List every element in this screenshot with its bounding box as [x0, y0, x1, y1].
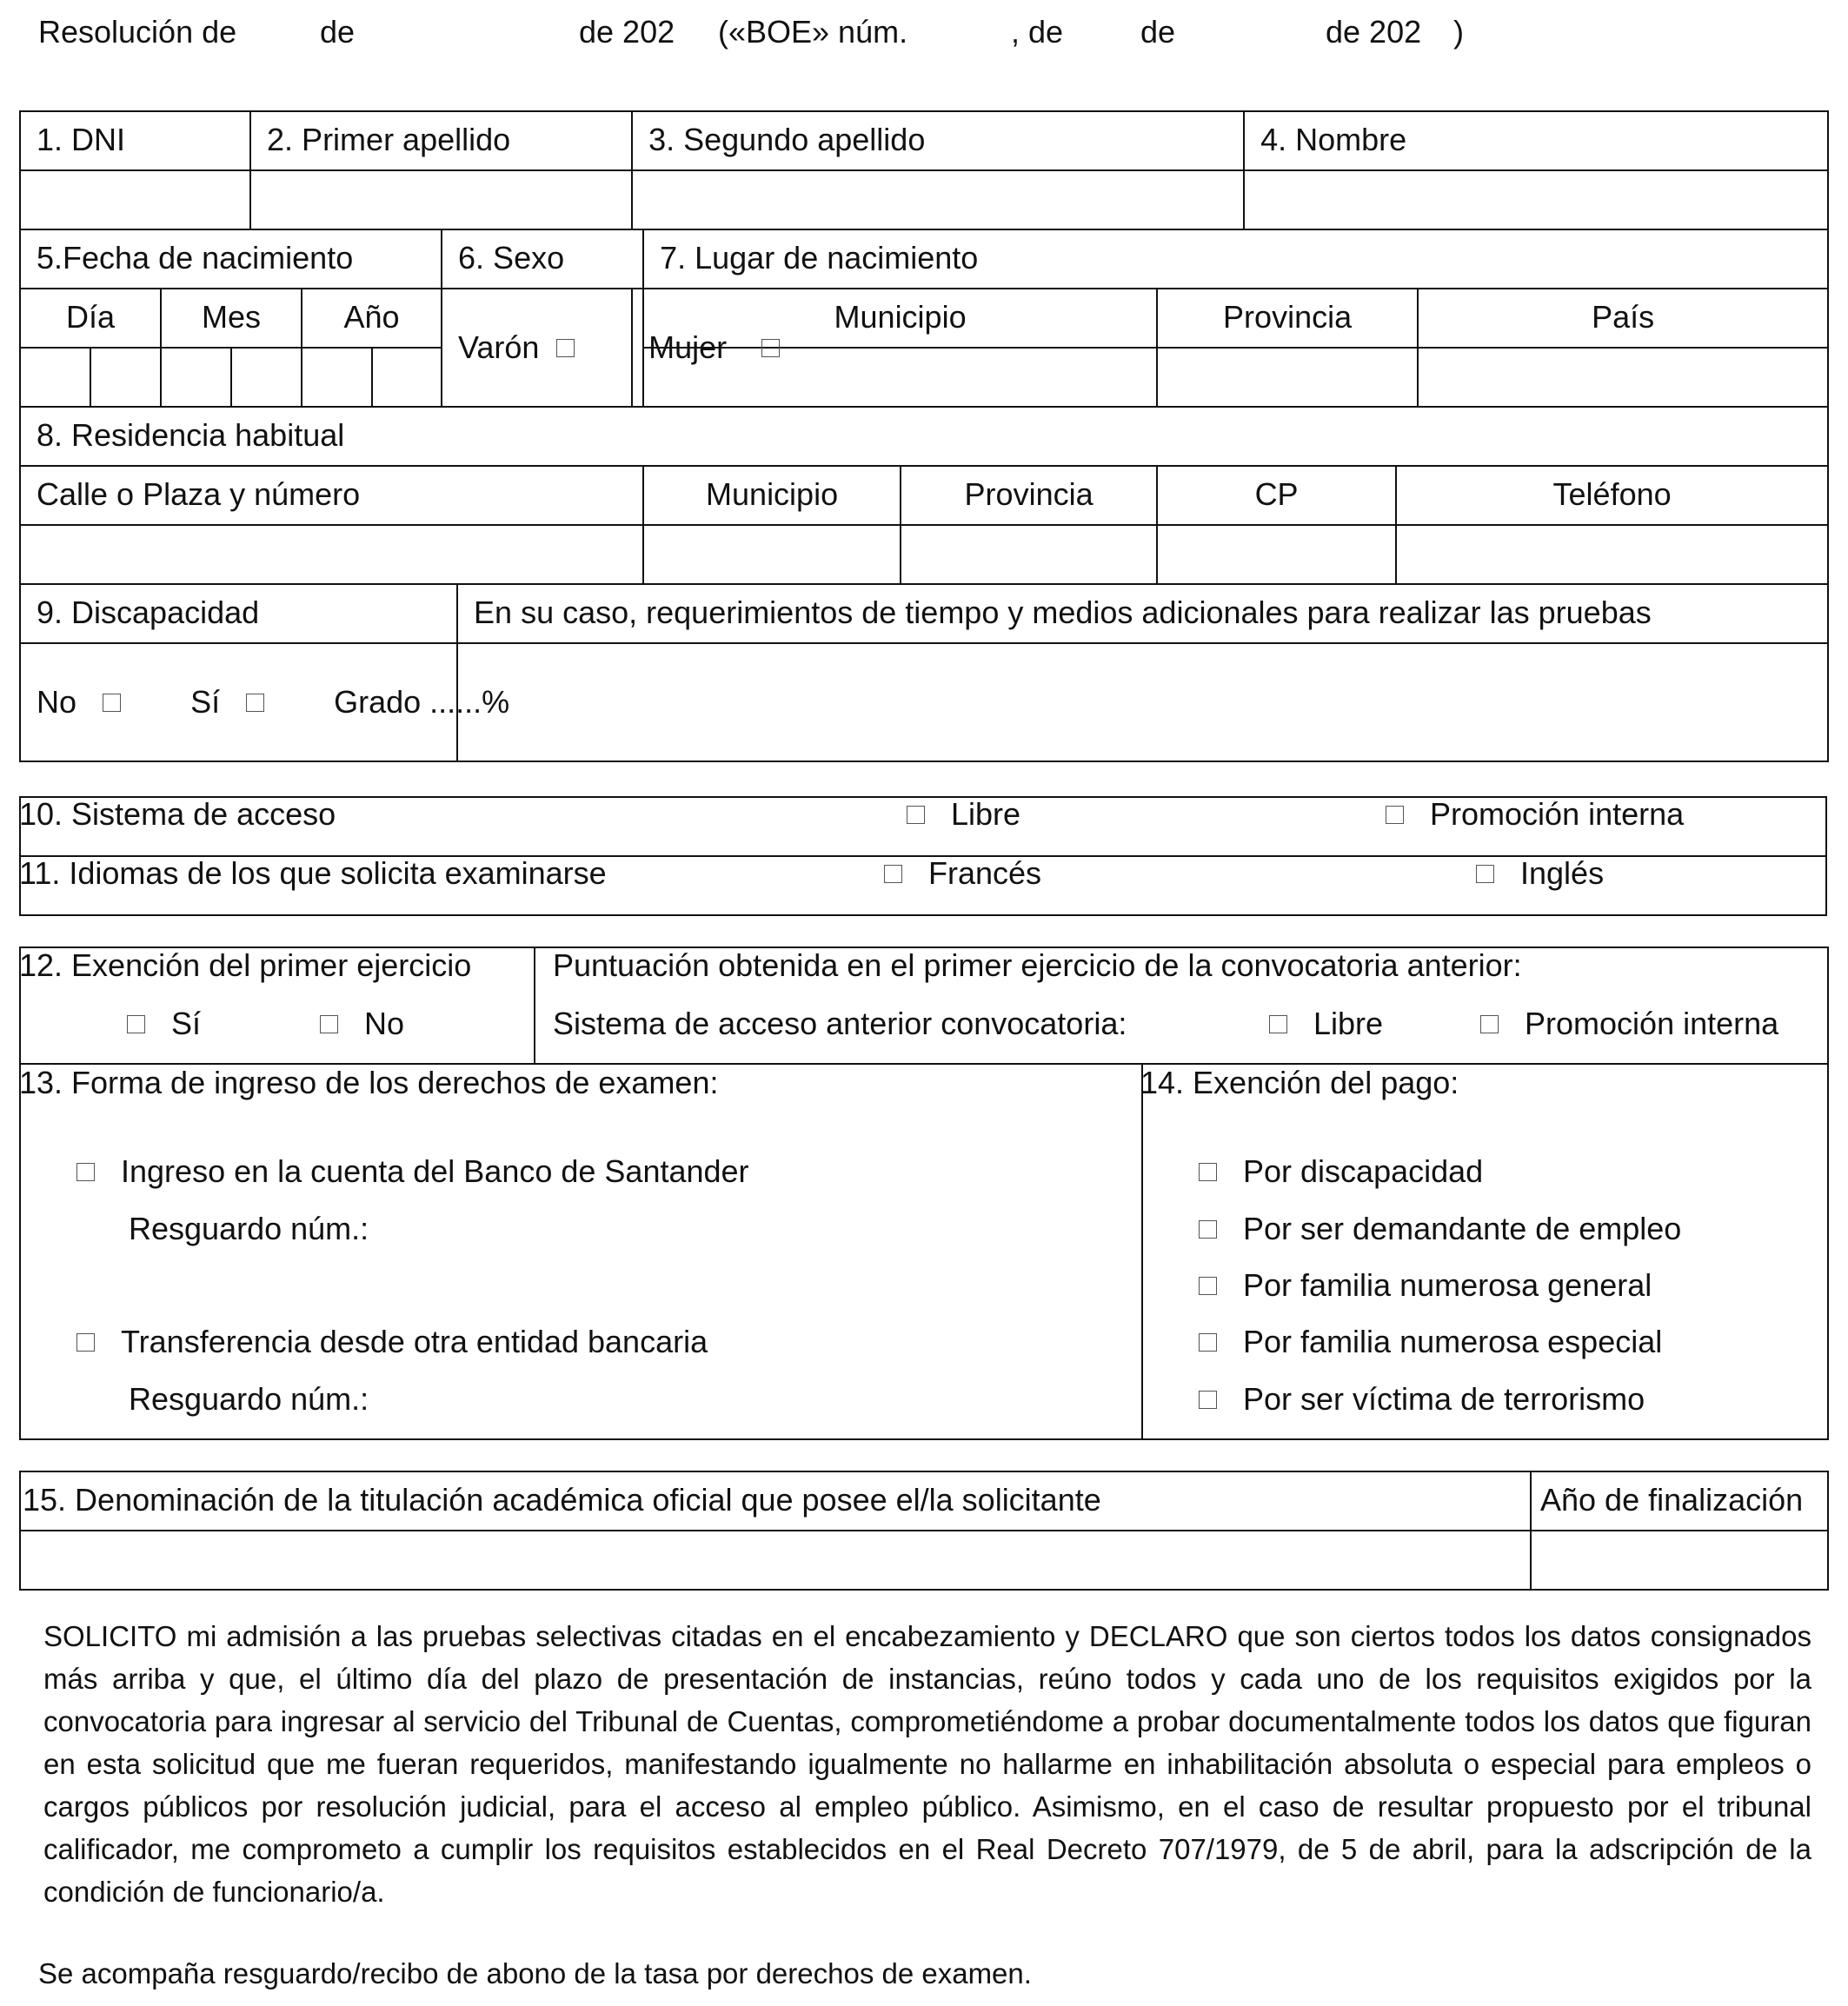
field-titulacion[interactable] [20, 1531, 1531, 1590]
label-nombre: 4. Nombre [1244, 111, 1828, 170]
header-de-202: de 202 [579, 14, 675, 50]
label-sistema-anterior: Sistema de acceso anterior convocatoria: [553, 1006, 1127, 1041]
label-telefono: Teléfono [1396, 466, 1828, 525]
header-resolucion: Resolución de [38, 14, 237, 50]
exencion-no-checkbox[interactable] [320, 1015, 338, 1033]
option-ingreso-banco[interactable] [76, 1153, 749, 1190]
titulacion-table [19, 1471, 1829, 1591]
libre-label: Libre [951, 796, 1021, 832]
field-primer-apellido[interactable] [250, 170, 632, 229]
field-mes-2[interactable] [231, 348, 302, 407]
checkbox-icon[interactable] [1199, 1333, 1217, 1352]
declaracion-text: SOLICITO mi admisión a las pruebas selectivas citadas en el encabezamiento y DECLARO que son ciertos todos los datos consignados más arriba y que, el último día del plazo de presentación de instancias, reúno todos y cada uno de los requisitos exigidos por la convocatoria para ingresar al servicio del Tribunal de Cuentas, comprometiéndome a probar documentalmente todos los datos que figuran en esta solicitud que me fueran requeridos, manifestando igualmente no hallarme en inhabilitación absoluta o especial para empleos o cargos públicos por resolución judicial, para el acceso al empleo público. Asimismo, en el caso de resultar propuesto por el tribunal calificador, me comprometo a cumplir los requisitos establecidos en el Real Decreto 707/1979, de 5 de abril, para la adscripción de la condición de funcionario/a. [43, 1620, 1811, 1908]
label-residencia: 8. Residencia habitual [20, 407, 1828, 466]
label-municipio-nac: Municipio [643, 289, 1157, 348]
frances-checkbox[interactable] [884, 865, 902, 883]
field-dni[interactable] [20, 170, 250, 229]
varon-checkbox[interactable] [556, 339, 575, 357]
label-mes: Mes [161, 289, 302, 348]
header-de-202-2: de 202 [1326, 14, 1422, 50]
exencion-label: Por familia numerosa especial [1243, 1324, 1663, 1359]
disc-si-label: Sí [190, 684, 221, 720]
label-forma-ingreso: 13. Forma de ingreso de los derechos de examen: [19, 1065, 719, 1100]
option-anterior-libre[interactable] [1269, 1006, 1383, 1042]
option-exencion-discapacidad[interactable] [1199, 1153, 1483, 1190]
label-cp: CP [1157, 466, 1396, 525]
label-puntuacion: Puntuación obtenida en el primer ejercicio de la convocatoria anterior: [553, 947, 1522, 983]
option-varon[interactable] [442, 289, 632, 407]
ingles-checkbox[interactable] [1476, 865, 1494, 883]
label-segundo-apellido: 3. Segundo apellido [632, 111, 1244, 170]
field-cp[interactable] [1157, 525, 1396, 584]
field-anio-2[interactable] [372, 348, 442, 407]
checkbox-icon[interactable] [1199, 1277, 1217, 1295]
label-discapacidad: 9. Discapacidad [20, 584, 457, 643]
field-provincia-res[interactable] [901, 525, 1157, 584]
anterior-promocion-checkbox[interactable] [1480, 1015, 1499, 1033]
header-de-2: de [1140, 14, 1176, 50]
label-anio: Año [302, 289, 442, 348]
mujer-checkbox[interactable] [761, 339, 780, 357]
label-primer-apellido: 2. Primer apellido [250, 111, 632, 170]
field-dia-1[interactable] [20, 348, 90, 407]
checkbox-icon[interactable] [1199, 1163, 1217, 1181]
exencion-label: Por ser víctima de terrorismo [1243, 1381, 1645, 1417]
field-municipio-res[interactable] [643, 525, 901, 584]
field-anio-1[interactable] [302, 348, 372, 407]
option-anterior-promocion[interactable] [1480, 1006, 1778, 1042]
field-provincia-nac[interactable] [1157, 348, 1418, 407]
label-sistema-acceso: 10. Sistema de acceso [19, 796, 336, 832]
option-exencion-fam-especial[interactable] [1199, 1324, 1662, 1360]
field-pais-nac[interactable] [1418, 348, 1828, 407]
label-provincia-res: Provincia [901, 466, 1157, 525]
option-exencion-terrorismo[interactable] [1199, 1381, 1645, 1418]
exencion-si-checkbox[interactable] [127, 1015, 145, 1033]
disc-no-checkbox[interactable] [103, 694, 121, 712]
option-mujer[interactable] [632, 289, 728, 407]
label-provincia-nac: Provincia [1157, 289, 1418, 348]
checkbox-icon[interactable] [1199, 1391, 1217, 1409]
varon-label: Varón [458, 329, 540, 365]
option-ingles[interactable] [1476, 855, 1604, 892]
pie-text: Se acompaña resguardo/recibo de abono de la tasa por derechos de examen. [38, 1957, 1032, 1989]
label-pais-nac: País [1418, 289, 1828, 348]
label-fecha-nacimiento: 5.Fecha de nacimiento [20, 229, 442, 289]
label-dia: Día [20, 289, 161, 348]
option-exencion-no[interactable] [320, 1006, 404, 1042]
label-requerimientos: En su caso, requerimientos de tiempo y medios adicionales para realizar las pruebas [457, 584, 1828, 643]
label-calle: Calle o Plaza y número [20, 466, 643, 525]
option-exencion-fam-general[interactable] [1199, 1267, 1652, 1304]
discapacidad-options [20, 643, 510, 761]
field-dia-2[interactable] [90, 348, 161, 407]
label-dni: 1. DNI [20, 111, 250, 170]
anterior-promocion-label: Promoción interna [1525, 1006, 1779, 1041]
option-exencion-demandante[interactable] [1199, 1211, 1681, 1247]
exencion-no-label: No [364, 1006, 405, 1041]
exencion-label: Por ser demandante de empleo [1243, 1211, 1682, 1246]
field-nombre[interactable] [1244, 170, 1828, 229]
disc-no-label: No [37, 684, 77, 720]
personal-data-table [19, 110, 1829, 762]
label-anio-finalizacion: Año de finalización [1531, 1471, 1828, 1531]
ingles-label: Inglés [1520, 855, 1605, 891]
anterior-libre-checkbox[interactable] [1269, 1015, 1287, 1033]
ingreso-banco-label: Ingreso en la cuenta del Banco de Santander [121, 1153, 749, 1189]
label-exencion-primer: 12. Exención del primer ejercicio [19, 947, 472, 983]
checkbox-icon[interactable] [1199, 1220, 1217, 1239]
option-promocion[interactable] [1386, 796, 1684, 833]
option-transferencia[interactable] [76, 1324, 708, 1360]
frances-label: Francés [928, 855, 1042, 891]
label-titulacion: 15. Denominación de la titulación académica oficial que posee el/la solicitante [20, 1471, 1531, 1531]
transferencia-label: Transferencia desde otra entidad bancaria [121, 1324, 708, 1359]
libre-checkbox[interactable] [907, 806, 925, 824]
transferencia-checkbox[interactable] [76, 1333, 95, 1352]
label-idiomas: 11. Idiomas de los que solicita examinarse [19, 855, 607, 891]
ingreso-banco-checkbox[interactable] [76, 1163, 95, 1181]
disc-grado[interactable]: Grado ......% [334, 684, 510, 720]
label-lugar-nacimiento: 7. Lugar de nacimiento [643, 229, 1828, 289]
label-resguardo-2: Resguardo núm.: [129, 1381, 369, 1417]
field-telefono[interactable] [1396, 525, 1828, 584]
option-libre[interactable] [907, 796, 1020, 833]
anterior-libre-label: Libre [1313, 1006, 1384, 1041]
label-exencion-pago: 14. Exención del pago: [1140, 1065, 1459, 1100]
exencion-label: Por familia numerosa general [1243, 1267, 1652, 1303]
header-close-paren: ) [1453, 14, 1464, 50]
header-de: de [320, 14, 356, 50]
field-mes-1[interactable] [161, 348, 231, 407]
field-segundo-apellido[interactable] [632, 170, 1244, 229]
label-resguardo-1: Resguardo núm.: [129, 1211, 369, 1246]
header-boe-num: («BOE» núm. [718, 14, 908, 50]
promocion-checkbox[interactable] [1386, 806, 1404, 824]
exencion-label: Por discapacidad [1243, 1153, 1484, 1189]
label-municipio-res: Municipio [643, 466, 901, 525]
mujer-label: Mujer [648, 329, 728, 365]
field-anio-finalizacion[interactable] [1531, 1531, 1828, 1590]
disc-si-checkbox[interactable] [246, 694, 264, 712]
promocion-label: Promoción interna [1430, 796, 1685, 832]
field-requerimientos[interactable] [457, 643, 1828, 761]
label-sexo: 6. Sexo [442, 229, 643, 289]
exencion-si-label: Sí [171, 1006, 202, 1041]
header-coma-de: , de [1011, 14, 1064, 50]
option-frances[interactable] [884, 855, 1041, 892]
field-calle[interactable] [20, 525, 643, 584]
option-exencion-si[interactable] [127, 1006, 201, 1042]
